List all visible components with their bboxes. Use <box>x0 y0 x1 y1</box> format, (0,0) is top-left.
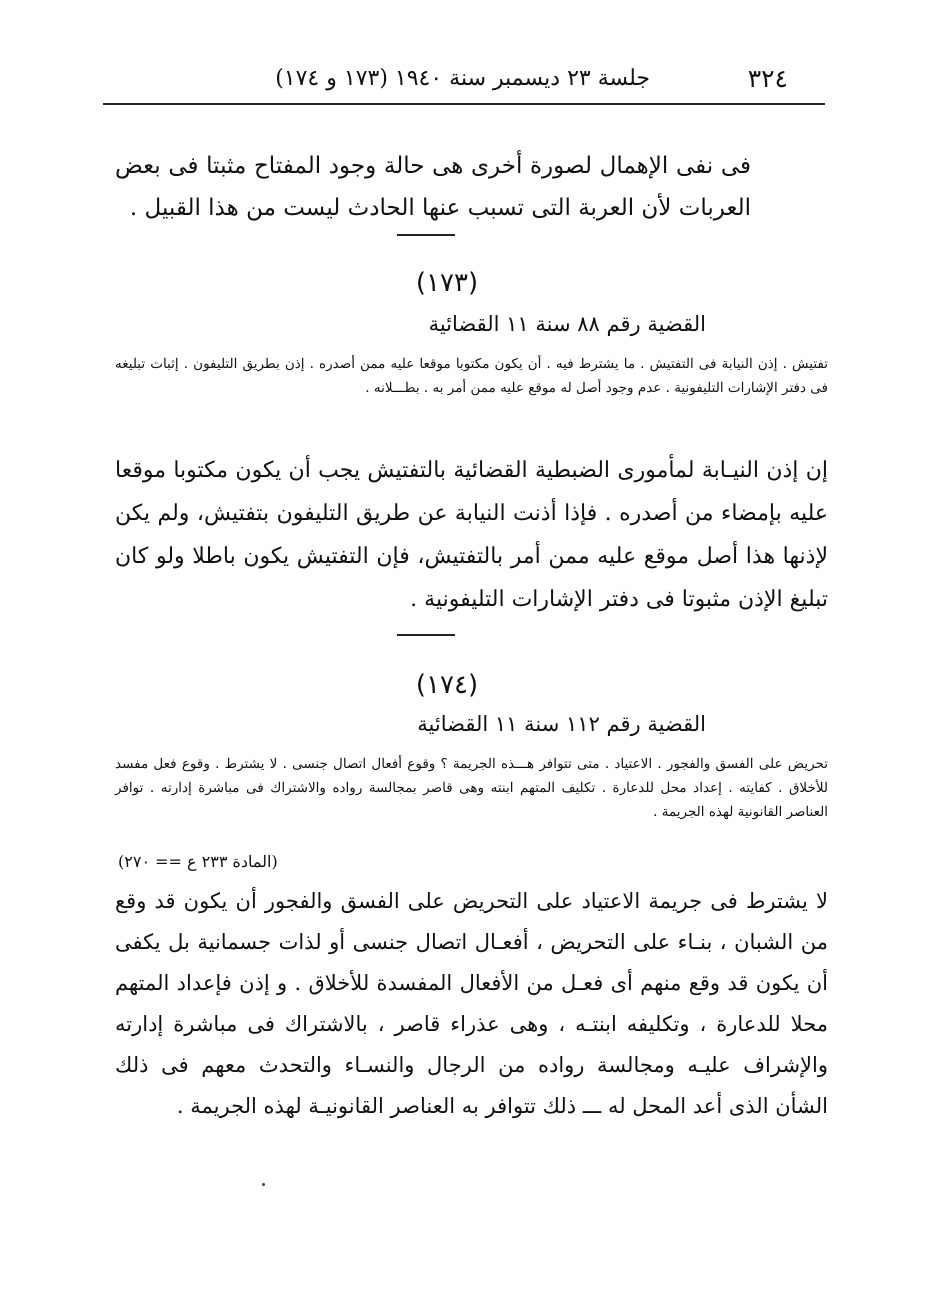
scan-speck <box>262 1183 265 1186</box>
case-reference: القضية رقم ١١٢ سنة ١١ القضائية <box>417 712 706 736</box>
case-summary: تفتيش . إذن النيابة فى التفتيش . ما يشترط فيه . أن يكون مكتوبا موقعا عليه ممن أصدره . إذن بطريق التليفون . إثبات تبليغه فى دفتر الإشارات التليفونية . عدم وجود أصل له موقع عليه ممن أمر به . بطـــلانه . <box>115 356 828 396</box>
intro-paragraph: فى نفى الإهمال لصورة أخرى هى حالة وجود المفتاح مثبتا فى بعض العربات لأن العربة التى تسبب عنها الحادث ليست من هذا القبيل . <box>115 153 751 221</box>
page-number: ٣٢٤ <box>747 64 788 93</box>
case-reference: القضية رقم ٨٨ سنة ١١ القضائية <box>428 312 706 336</box>
page-header <box>100 58 830 98</box>
case-number: (١٧٤) <box>415 670 479 700</box>
case-summary: تحريض على الفسق والفجور . الاعتياد . متى تتوافر هـــذه الجريمة ؟ وقوع أفعال اتصال جنسى . لا يشترط . وقوع فعل مفسد للأخلاق . كفايته . إعداد محل للدعارة . تكليف المتهم ابنته وهى قاصر بمجالسة رواده والاشتراك فى مباشرة إدارته . توافر العناصر القانونية لهذه الجريمة . <box>115 756 828 820</box>
case-ruling: لا يشترط فى جريمة الاعتياد على التحريض على الفسق والفجور أن يكون قد وقع من الشبان ، بنـاء على التحريض ، أفعـال اتصال جنسى أو لذات جسمانية بل يكفى أن يكون قد وقع منهم أى فعـل من الأفعال المفسدة للأخلاق . و إذن فإعداد المتهم محلا للدعارة ، وتكليفه ابنتـه ، وهى عذراء قاصر ، بالاشتراك فى مباشرة إدارته والإشراف عليـه ومجالسة رواده من الرجال والنسـاء والتحدث معهم فى ذلك الشأن الذى أعد المحل له ـــ ذلك تتوافر به العناصر القانونيـة لهذه الجريمة . <box>115 889 828 1118</box>
case-ruling: إن إذن النيـابة لمأمورى الضبطية القضائية بالتفتيش يجب أن يكون مكتوبا موقعا عليه بإمضاء من أصدره . فإذا أذنت النيابة عن طريق التليفون بتفتيش، ولم يكن لإذنها هذا أصل موقع عليه ممن أمر بالتفتيش، فإن التفتيش يكون باطلا ولو كان تبليغ الإذن مثبوتا فى دفتر الإشارات التليفونية . <box>115 458 828 612</box>
article-reference: (المادة ٢٣٣ ع == ٢٧٠) <box>118 852 278 871</box>
header-rule <box>103 103 825 105</box>
section-divider <box>397 634 455 636</box>
running-title: جلسة ٢٣ ديسمبر سنة ١٩٤٠ (١٧٣ و ١٧٤) <box>275 66 650 91</box>
section-divider <box>397 234 455 236</box>
case-number: (١٧٣) <box>415 268 479 298</box>
